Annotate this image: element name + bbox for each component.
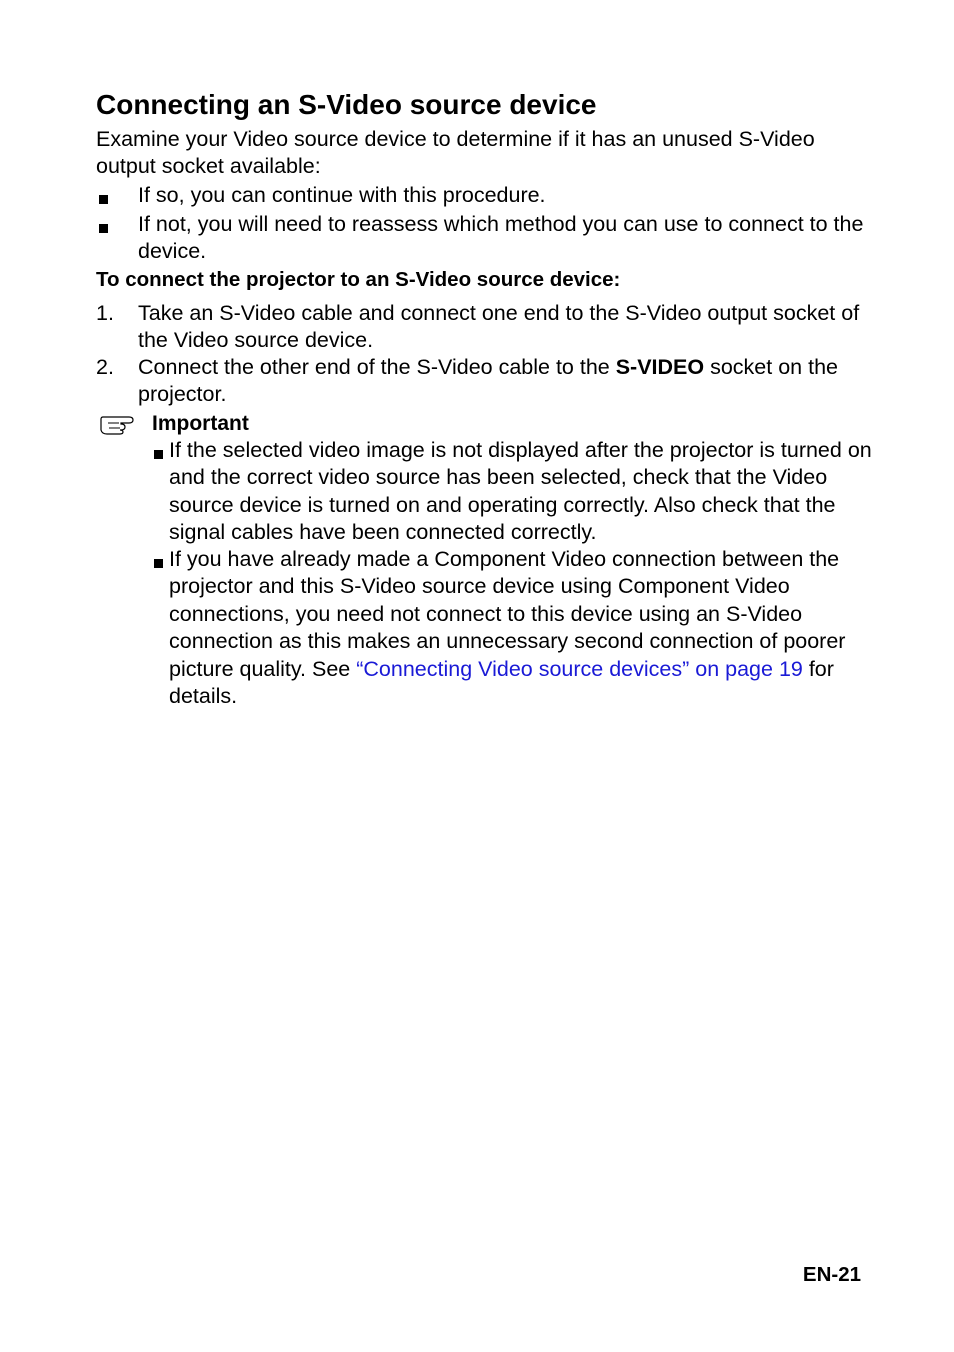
note-marker — [154, 446, 163, 464]
important-label: Important — [152, 412, 249, 435]
step-text-start: Connect the other end of the S-Video cable to the — [138, 355, 616, 379]
note-item: If the selected video image is not displayed after the projector is turned on and the correct video source has been selected, check that the Video source device is turned on and operating correctly. Also check that the signal cables have been connected correctly. — [169, 438, 872, 545]
page-number: EN-21 — [802, 1263, 861, 1286]
bullet-marker — [99, 220, 108, 238]
note-item — [169, 546, 879, 710]
step-text — [138, 354, 878, 409]
bullet-marker — [99, 191, 108, 209]
note-text-end: for details. — [169, 656, 834, 709]
pointing-hand-icon — [99, 414, 137, 441]
note-text-start: If you have already made a Component Video connection between the projector and this S-Video source device using Component Video connections, you need not connect to this device using an S-Video connection as this makes an unnecessary second connection of poorer picture quality. See — [169, 547, 846, 681]
socket-name: S-VIDEO — [615, 355, 705, 379]
cross-reference-link[interactable]: “Connecting Video source devices” on page 19 — [356, 656, 803, 681]
note-marker — [154, 555, 163, 573]
step-text-end: socket on the projector. — [138, 355, 838, 407]
page-title: Connecting an S-Video source device — [96, 89, 597, 120]
step-number: 1. — [96, 301, 114, 325]
procedure-heading: To connect the projector to an S-Video source device: — [96, 268, 621, 291]
step-number: 2. — [96, 355, 114, 379]
intro-paragraph: Examine your Video source device to determine if it has an unused S-Video output socket available: — [96, 127, 815, 179]
bullet-item: If not, you will need to reassess which method you can use to connect to the device. — [138, 212, 864, 264]
step-text: Take an S-Video cable and connect one end to the S-Video output socket of the Video source device. — [138, 301, 860, 353]
bullet-item: If so, you can continue with this procedure. — [138, 183, 546, 207]
